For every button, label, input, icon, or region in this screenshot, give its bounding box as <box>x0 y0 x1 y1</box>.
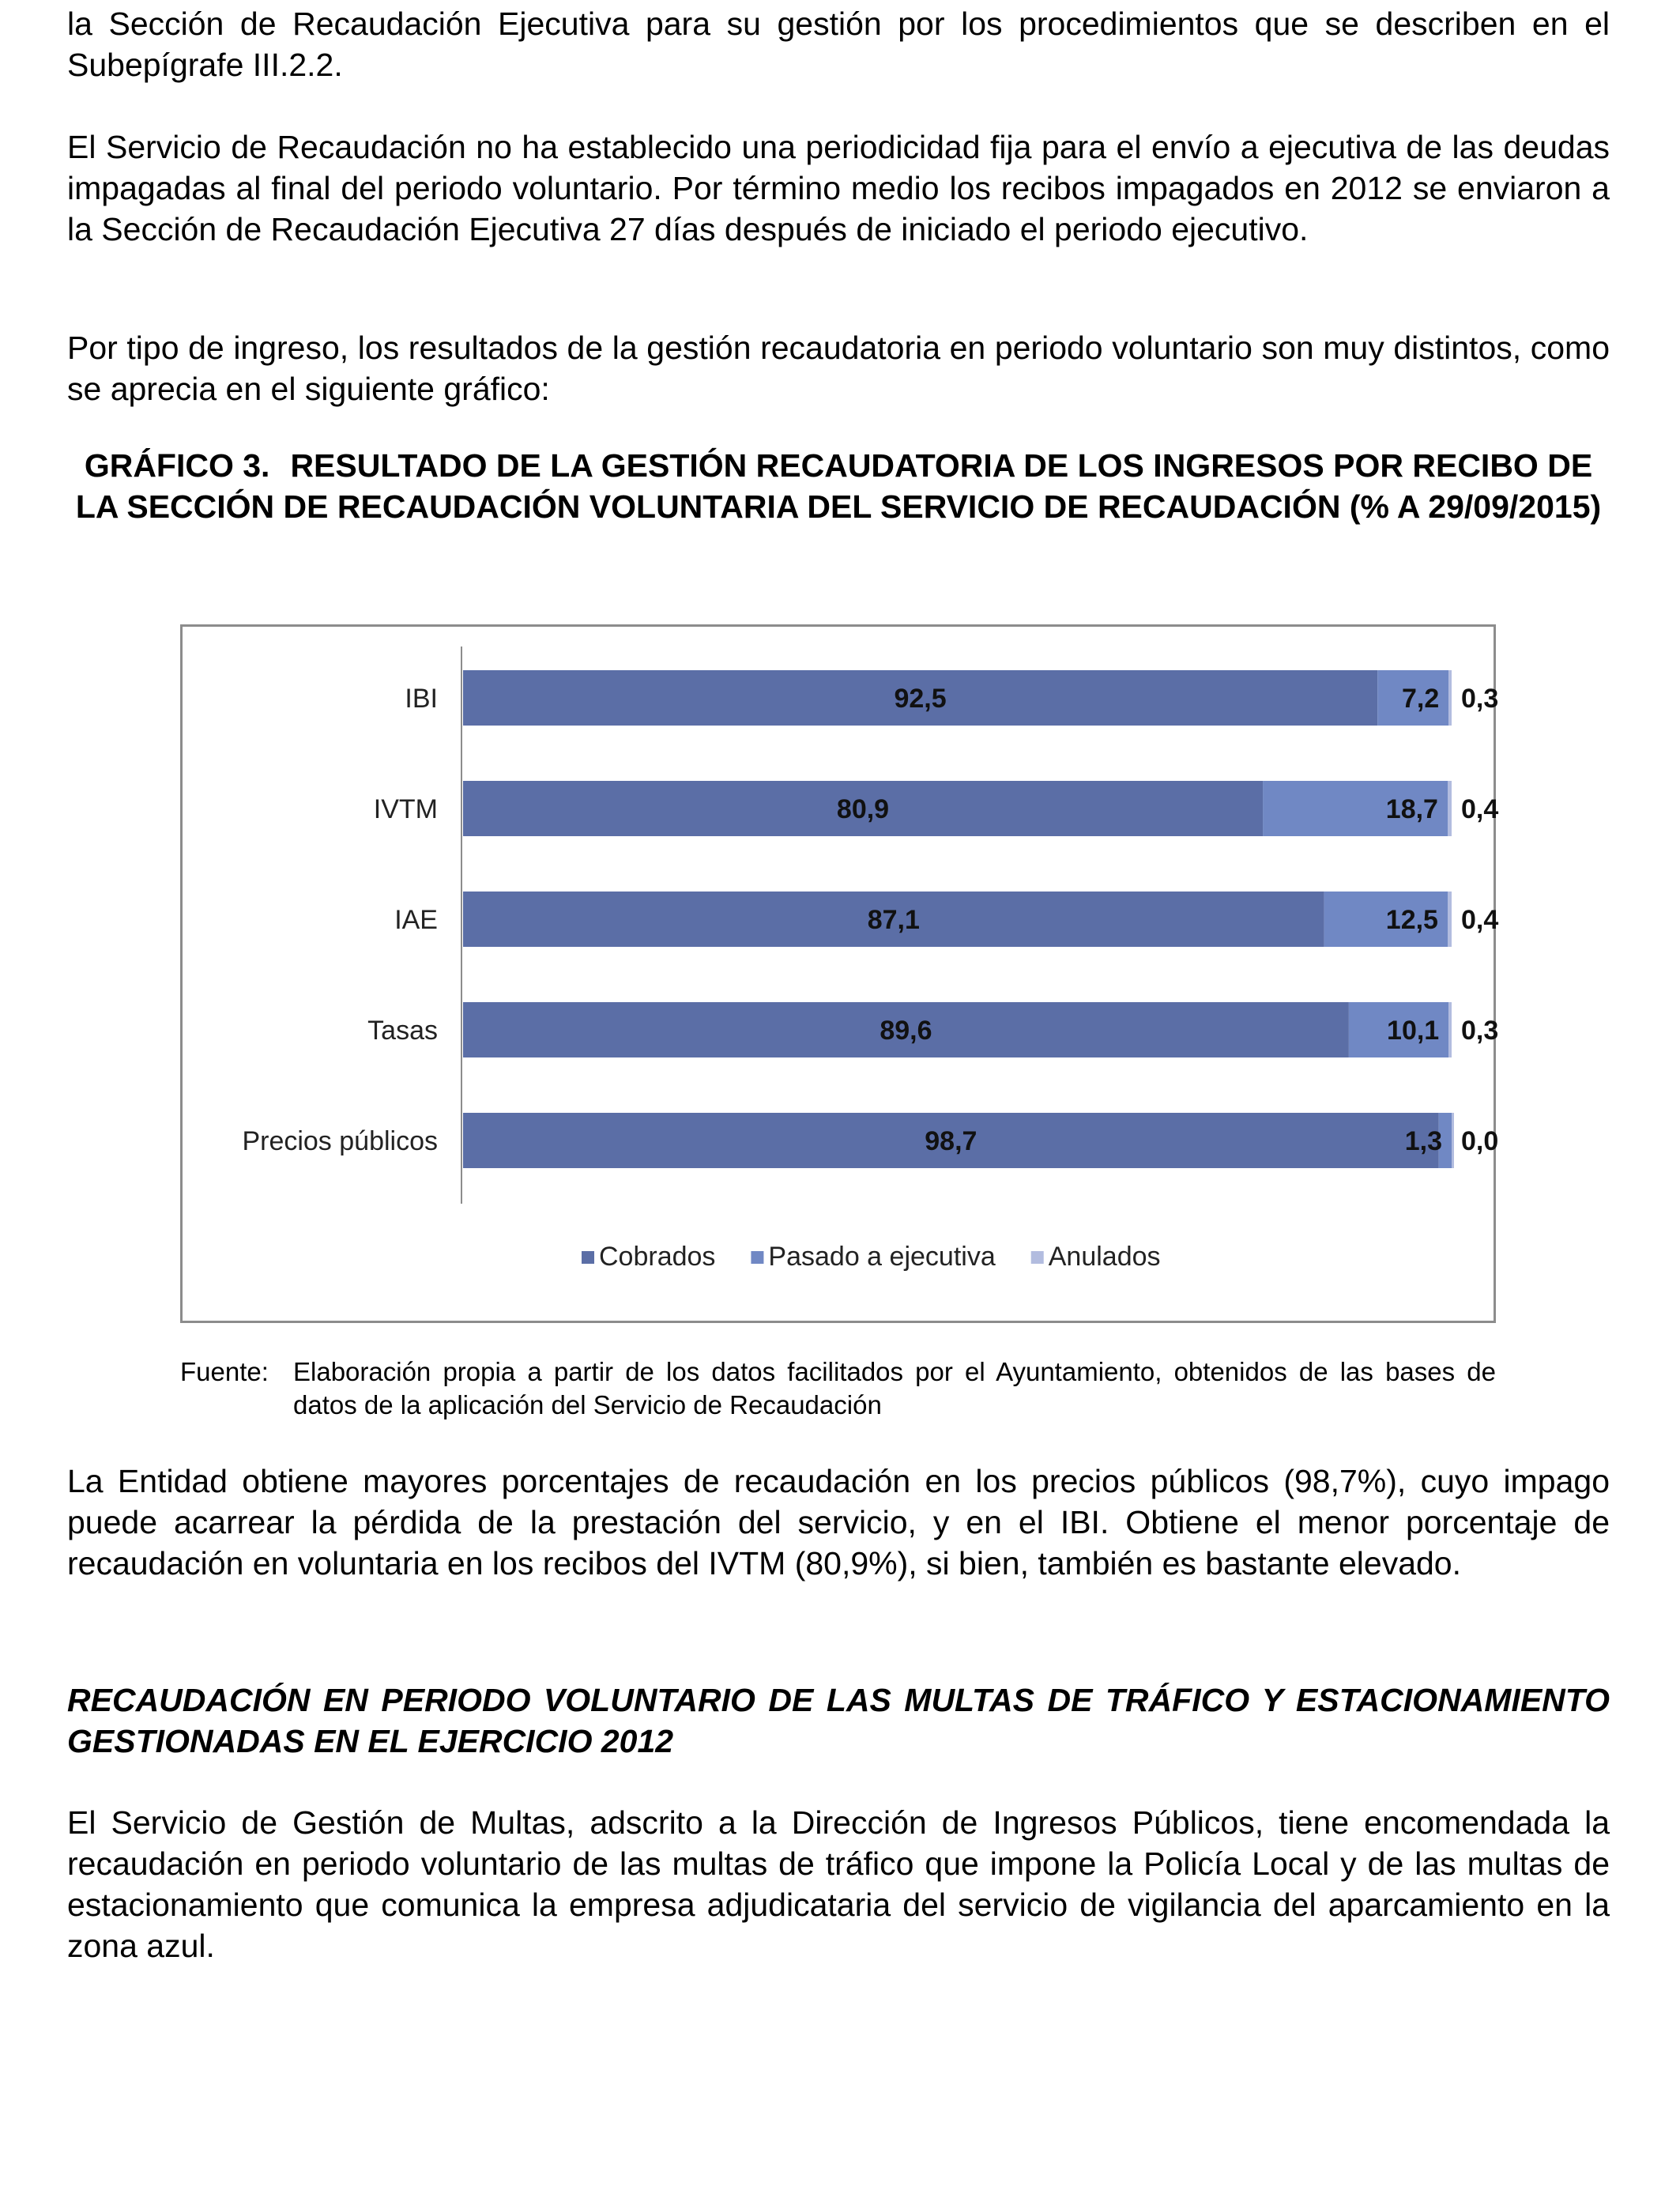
source-text: Elaboración propia a partir de los datos facilitados por el Ayuntamiento, obtenidos de las bases de datos de la aplicación del Servicio de Recaudación <box>293 1357 1496 1419</box>
data-label-anulados-ibi: 0,3 <box>1461 684 1499 714</box>
data-label-cobrados-tasas: 89,6 <box>880 1016 932 1046</box>
stacked-bar-chart <box>180 624 1499 1323</box>
data-label-pasado-precios-publicos: 1,3 <box>1404 1126 1442 1156</box>
paragraph-periodicity: El Servicio de Recaudación no ha establecido una periodicidad fija para el envío a ejecutiva de las deudas impagadas al final del periodo voluntario. Por término medio los recibos impagados en 2012 se enviaron a la Sección de Recaudación Ejecutiva 27 días después de iniciado el periodo ejecutivo. <box>67 129 1610 247</box>
paragraph-analysis: La Entidad obtiene mayores porcentajes de recaudación en los precios públicos (98,7%), cuyo impago puede acarrear la pérdida de la prestación del servicio, y en el IBI. Obtiene el menor porcentaje de recaudación en voluntaria en los recibos del IVTM (80,9%), si bien, también es bastante elevado. <box>67 1463 1610 1581</box>
bar-anulados-ibi <box>1448 670 1452 726</box>
legend-label-pasado-a-ejecutiva: Pasado a ejecutiva <box>768 1242 996 1272</box>
legend-label-anulados: Anulados <box>1048 1242 1161 1272</box>
data-label-pasado-tasas: 10,1 <box>1387 1016 1440 1046</box>
paragraph-fines-service: El Servicio de Gestión de Multas, adscrito a la Dirección de Ingresos Públicos, tiene encomendada la recaudación en periodo voluntario de las multas de tráfico que impone la Policía Local y de las multas de estacionamiento que comunica la empresa adjudicataria del servicio de vigilancia del aparcamiento en la zona azul. <box>67 1804 1610 1964</box>
category-label-precios-publicos: Precios públicos <box>242 1126 438 1156</box>
legend-swatch-cobrados <box>582 1251 594 1264</box>
chart-heading-label: GRÁFICO 3. <box>84 447 270 484</box>
chart-heading-text: RESULTADO DE LA GESTIÓN RECAUDATORIA DE LOS INGRESOS POR RECIBO DE LA SECCIÓN DE RECAUDACIÓN VOLUNTARIA DEL SERVICIO DE RECAUDACIÓN (% A 29/09/2015) <box>75 447 1602 525</box>
data-label-anulados-tasas: 0,3 <box>1461 1016 1499 1046</box>
legend-swatch-pasado-a-ejecutiva <box>751 1251 763 1264</box>
data-label-cobrados-ibi: 92,5 <box>894 684 947 714</box>
bar-anulados-ivtm <box>1448 781 1452 836</box>
data-label-anulados-precios-publicos: 0,0 <box>1461 1126 1499 1156</box>
chart-heading <box>67 445 1610 527</box>
bar-anulados-tasas <box>1448 1002 1452 1057</box>
legend-swatch-anulados <box>1031 1251 1044 1264</box>
category-label-tasas: Tasas <box>367 1016 438 1046</box>
bar-anulados-precios-publicos <box>1452 1113 1454 1168</box>
data-label-pasado-ivtm: 18,7 <box>1385 794 1438 824</box>
paragraph-by-income-type: Por tipo de ingreso, los resultados de la gestión recaudatoria en periodo voluntario son muy distintos, como se aprecia en el siguiente gráfico: <box>67 330 1610 407</box>
chart-source-note <box>180 1355 1496 1422</box>
paragraph-intro: la Sección de Recaudación Ejecutiva para su gestión por los procedimientos que se describen en el Subepígrafe III.2.2. <box>67 6 1610 83</box>
section-heading-traffic-fines: RECAUDACIÓN EN PERIODO VOLUNTARIO DE LAS MULTAS DE TRÁFICO Y ESTACIONAMIENTO GESTIONADAS EN EL EJERCICIO 2012 <box>67 1682 1610 1759</box>
category-label-iae: IAE <box>394 905 438 935</box>
data-label-anulados-iae: 0,4 <box>1461 905 1499 935</box>
bar-anulados-iae <box>1448 892 1452 947</box>
chart-canvas <box>183 627 1499 1321</box>
data-label-pasado-iae: 12,5 <box>1385 905 1438 935</box>
data-label-cobrados-iae: 87,1 <box>867 905 920 935</box>
data-label-anulados-ivtm: 0,4 <box>1461 794 1499 824</box>
data-label-cobrados-precios-publicos: 98,7 <box>925 1126 977 1156</box>
category-label-ivtm: IVTM <box>373 794 438 824</box>
source-label: Fuente: <box>180 1357 269 1386</box>
data-label-cobrados-ivtm: 80,9 <box>836 794 890 824</box>
category-label-ibi: IBI <box>405 684 438 714</box>
data-label-pasado-ibi: 7,2 <box>1401 684 1440 714</box>
legend-label-cobrados: Cobrados <box>599 1242 716 1272</box>
